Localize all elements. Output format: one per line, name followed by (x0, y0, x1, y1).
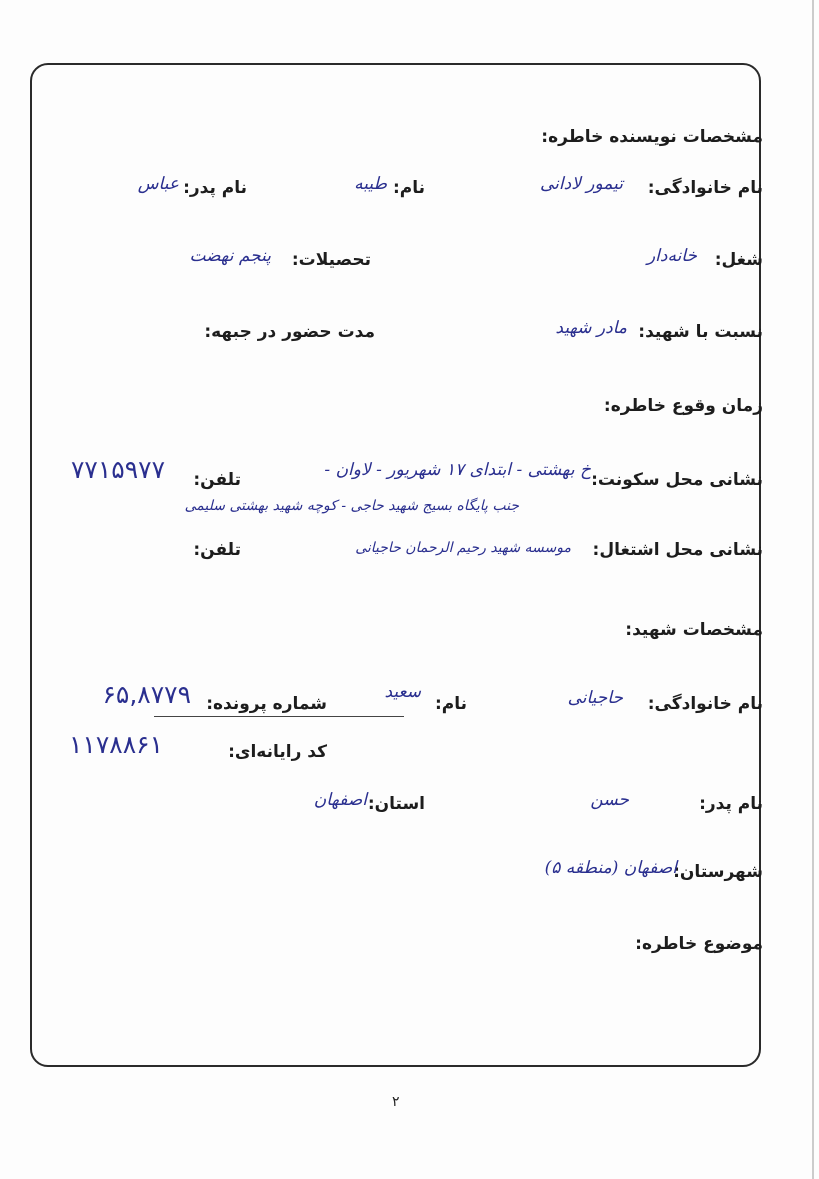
writer-relation-label: نسبت با شهید: (638, 322, 763, 342)
martyr-section-heading: مشخصات شهید: (625, 620, 763, 640)
home-address-label: نشانی محل سکونت: (591, 470, 763, 490)
city-label: شهرستان: (673, 862, 763, 882)
file-number-underline (154, 716, 404, 717)
martyr-father-name-value: حسن (590, 790, 629, 810)
martyr-family-name-label: نام خانوادگی: (647, 694, 763, 714)
martyr-father-name-label: نام پدر: (699, 794, 763, 814)
computer-code-label: کد رایانه‌ای: (228, 742, 327, 762)
work-address-label: نشانی محل اشتغال: (592, 540, 763, 560)
memory-topic-label: موضوع خاطره: (635, 934, 763, 954)
martyr-first-name-label: نام: (434, 694, 467, 714)
writer-first-name-value: طیبه (354, 174, 387, 194)
province-label: استان: (367, 794, 425, 814)
writer-family-name-value: تیمور لادانی (540, 174, 623, 194)
writer-education-label: تحصیلات: (291, 250, 371, 270)
file-number-value: ۶۵,۸۷۷۹ (102, 680, 191, 709)
home-phone-value: ۷۷۱۵۹۷۷ (71, 455, 165, 484)
page-number: ۲ (392, 1094, 400, 1110)
province-value: اصفهان (313, 790, 367, 810)
memory-time-label: زمان وقوع خاطره: (603, 396, 763, 416)
work-phone-label: تلفن: (193, 540, 241, 560)
writer-job-label: شغل: (714, 250, 763, 270)
writer-education-value: پنجم نهضت (189, 246, 271, 266)
martyr-first-name-value: سعید (384, 682, 421, 702)
city-value: اصفهان (منطقه ۵) (544, 858, 677, 878)
writer-family-name-label: نام خانوادگی: (647, 178, 763, 198)
writer-relation-value: مادر شهید (555, 318, 627, 338)
home-address-line1: خ بهشتی - ابتدای ۱۷ شهریور - لاوان - (324, 460, 591, 480)
martyr-family-name-value: حاجیانی (567, 688, 623, 708)
home-address-line2: جنب پایگاه بسیج شهید حاجی - کوچه شهید بهشتی سلیمی (184, 498, 519, 514)
file-number-label: شماره پرونده: (206, 694, 327, 714)
scan-edge-mark (812, 0, 814, 1179)
writer-job-value: خانه‌دار (646, 246, 697, 266)
work-address-value: موسسه شهید رحیم الرحمان حاجیانی (355, 540, 571, 556)
writer-father-name-label: نام پدر: (183, 178, 247, 198)
writer-father-name-value: عباس (137, 174, 179, 194)
computer-code-value: ۱۱۷۸۸۶۱ (69, 730, 163, 759)
writer-section-heading: مشخصات نویسنده خاطره: (541, 127, 763, 147)
writer-first-name-label: نام: (392, 178, 425, 198)
writer-front-duration-label: مدت حضور در جبهه: (204, 322, 375, 342)
form-frame (30, 63, 761, 1067)
home-phone-label: تلفن: (193, 470, 241, 490)
